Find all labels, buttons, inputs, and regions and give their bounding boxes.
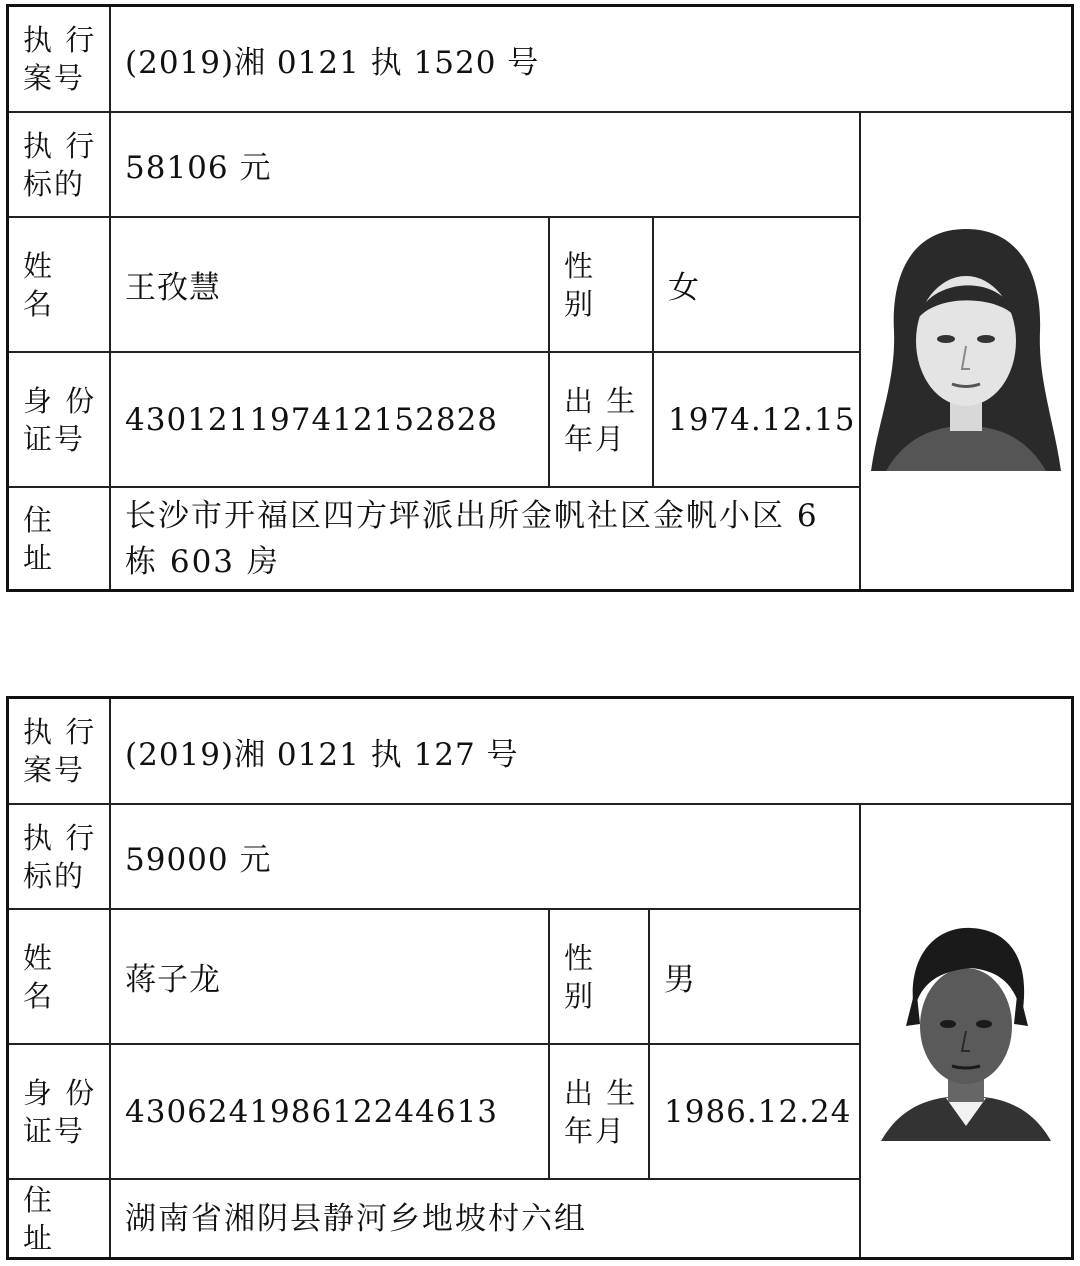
birth-date-label: 出 生 年月 xyxy=(550,353,654,488)
case-number-value: (2019)湘 0121 执 1520 号 xyxy=(111,7,1071,113)
birth-date-value: 1974.12.15 xyxy=(654,353,861,488)
name-value: 王孜慧 xyxy=(111,218,550,353)
birth-date-label: 出 生 年月 xyxy=(550,1045,650,1180)
id-number-label: 身 份 证号 xyxy=(9,1045,111,1180)
id-number-value: 430121197412152828 xyxy=(111,353,550,488)
female-portrait-icon xyxy=(866,221,1066,481)
male-portrait-icon xyxy=(876,916,1056,1146)
name-label: 姓 名 xyxy=(9,218,111,353)
case-number-label: 执 行 案号 xyxy=(9,7,111,113)
id-number-label: 身 份 证号 xyxy=(9,353,111,488)
portrait-photo-icon xyxy=(861,805,1071,1257)
id-number-value: 430624198612244613 xyxy=(111,1045,550,1180)
amount-value: 58106 元 xyxy=(111,113,861,218)
debtor-record-2 xyxy=(6,696,1074,1260)
birth-date-value: 1986.12.24 xyxy=(650,1045,861,1180)
name-label: 姓 名 xyxy=(9,910,111,1045)
address-value: 长沙市开福区四方坪派出所金帆社区金帆小区 6 栋 603 房 xyxy=(111,488,861,589)
gender-value: 女 xyxy=(654,218,861,353)
name-value: 蒋子龙 xyxy=(111,910,550,1045)
debtor-record-1 xyxy=(6,4,1074,592)
address-label: 住 址 xyxy=(9,1180,111,1257)
case-number-value: (2019)湘 0121 执 127 号 xyxy=(111,699,1071,805)
address-label: 住 址 xyxy=(9,488,111,589)
address-value: 湖南省湘阴县静河乡地坡村六组 xyxy=(111,1180,861,1257)
portrait-photo-icon xyxy=(861,113,1071,589)
amount-label: 执 行 标的 xyxy=(9,805,111,910)
case-number-label: 执 行 案号 xyxy=(9,699,111,805)
gender-value: 男 xyxy=(650,910,861,1045)
amount-label: 执 行 标的 xyxy=(9,113,111,218)
amount-value: 59000 元 xyxy=(111,805,861,910)
gender-label: 性 别 xyxy=(550,218,654,353)
gender-label: 性 别 xyxy=(550,910,650,1045)
